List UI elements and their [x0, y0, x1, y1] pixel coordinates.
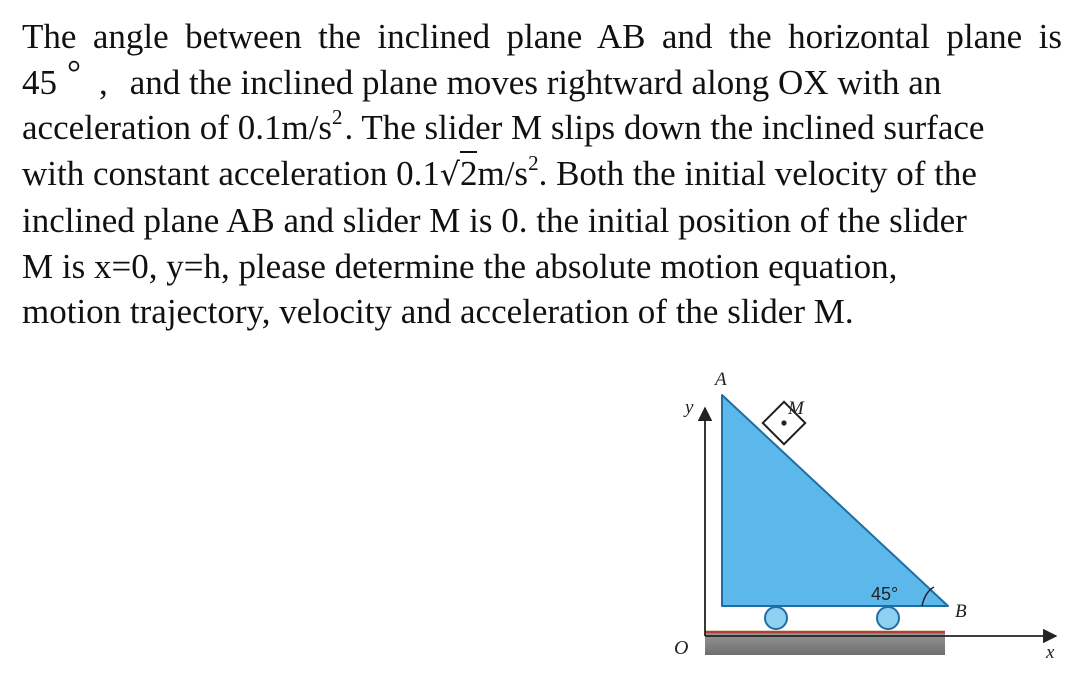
wheel-left: [765, 607, 787, 629]
wheel-right: [877, 607, 899, 629]
degree-symbol: °: [67, 52, 81, 92]
radicand: 2: [460, 151, 478, 193]
problem-line-7: motion trajectory, velocity and acceleration of the slider M.: [22, 292, 854, 331]
label-o: O: [674, 637, 689, 659]
problem-line-2: [22, 52, 1062, 106]
exponent: 2: [528, 150, 539, 175]
ground: [705, 631, 945, 655]
label-m: M: [788, 398, 804, 419]
label-b: B: [955, 601, 967, 622]
inclined-wedge: [722, 395, 948, 606]
label-x: x: [1046, 642, 1055, 663]
problem-statement: [22, 14, 1062, 335]
inclined-plane-diagram: [660, 360, 1080, 675]
angle-value: 45: [22, 62, 57, 102]
sqrt-symbol: √: [439, 156, 460, 193]
label-a: A: [715, 369, 727, 390]
problem-line-3: acceleration of $0.1m/s^2$. The slider M slips down the inclined surface: [22, 105, 985, 147]
problem-line-1: The angle between the inclined plane AB and the horizontal plane is: [22, 17, 1062, 56]
label-y: y: [685, 397, 694, 418]
exponent: 2: [332, 105, 343, 130]
comma: ,: [99, 62, 108, 102]
angle-label: 45°: [871, 584, 899, 604]
problem-line-6: M is x=0, y=h, please determine the absolute motion equation,: [22, 246, 898, 286]
problem-line-5: inclined plane AB and slider M is 0. the initial position of the slider: [22, 201, 967, 240]
problem-line-2-rest: and the inclined plane moves rightward along OX with an: [129, 62, 942, 102]
problem-line-4: with constant acceleration $0.1√2m/s^2$. Both the initial velocity of the: [22, 150, 977, 193]
